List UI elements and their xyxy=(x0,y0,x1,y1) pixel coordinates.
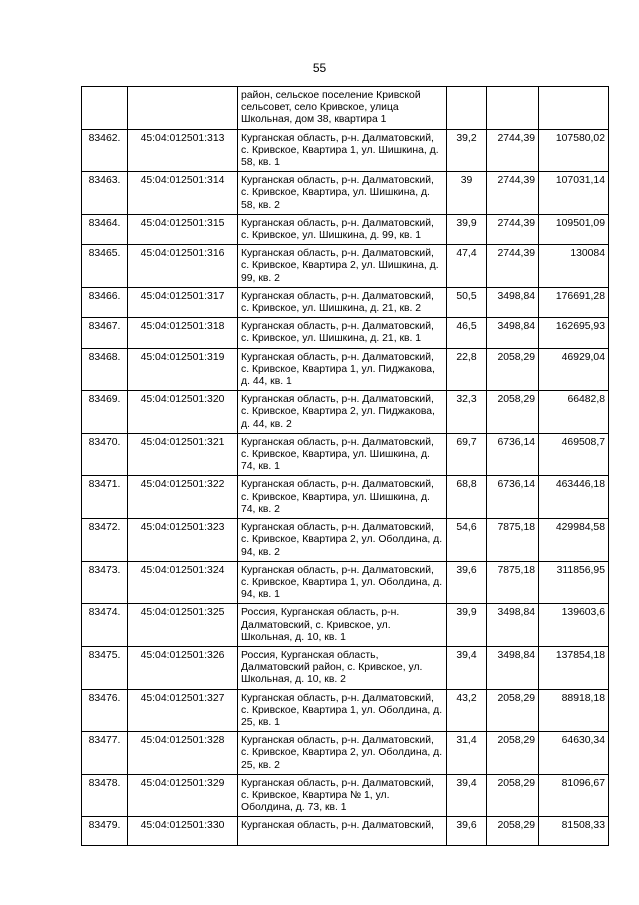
cost-cell: 311856,95 xyxy=(539,561,609,604)
table-row xyxy=(82,561,609,604)
area-cell: 39,4 xyxy=(447,646,487,689)
cost-cell: 137854,18 xyxy=(539,646,609,689)
area-cell: 22,8 xyxy=(447,348,487,391)
address-cell: Курганская область, р-н. Далматовский, с. Кривское, ул. Шишкина, д. 21, кв. 2 xyxy=(238,287,447,317)
price-cell: 3498,84 xyxy=(487,318,539,348)
area-cell: 39,6 xyxy=(447,817,487,846)
table-row xyxy=(82,433,609,476)
price-cell: 2744,39 xyxy=(487,214,539,244)
property-register-table xyxy=(81,86,609,846)
row-number-cell: 83471. xyxy=(82,476,128,519)
cost-cell: 46929,04 xyxy=(539,348,609,391)
price-cell xyxy=(487,87,539,130)
table-row xyxy=(82,391,609,434)
row-number-cell: 83469. xyxy=(82,391,128,434)
price-cell: 2744,39 xyxy=(487,245,539,288)
address-cell: Курганская область, р-н. Далматовский, с. Кривское, Квартира 2, ул. Оболдина, д. 25, кв. 2 xyxy=(238,732,447,775)
cost-cell: 81096,67 xyxy=(539,774,609,817)
cost-cell: 66482,8 xyxy=(539,391,609,434)
area-cell: 39,9 xyxy=(447,604,487,647)
area-cell: 39,2 xyxy=(447,129,487,172)
row-number-cell: 83467. xyxy=(82,318,128,348)
area-cell: 47,4 xyxy=(447,245,487,288)
cost-cell: 107580,02 xyxy=(539,129,609,172)
price-cell: 2058,29 xyxy=(487,348,539,391)
cost-cell: 463446,18 xyxy=(539,476,609,519)
cadastral-number-cell: 45:04:012501:322 xyxy=(128,476,238,519)
cost-cell: 81508,33 xyxy=(539,817,609,846)
row-number-cell xyxy=(82,87,128,130)
price-cell: 6736,14 xyxy=(487,476,539,519)
cadastral-number-cell: 45:04:012501:321 xyxy=(128,433,238,476)
area-cell: 69,7 xyxy=(447,433,487,476)
address-cell: Курганская область, р-н. Далматовский, с. Кривское, Квартира, ул. Шишкина, д. 74, кв. 1 xyxy=(238,433,447,476)
table-row xyxy=(82,519,609,562)
address-cell: Курганская область, р-н. Далматовский, с. Кривское, Квартира 1, ул. Оболдина, д. 25, кв. 1 xyxy=(238,689,447,732)
row-number-cell: 83468. xyxy=(82,348,128,391)
row-number-cell: 83473. xyxy=(82,561,128,604)
address-cell: Курганская область, р-н. Далматовский, с. Кривское, Квартира 2, ул. Оболдина, д. 94, кв. 2 xyxy=(238,519,447,562)
table-row xyxy=(82,774,609,817)
cadastral-number-cell: 45:04:012501:328 xyxy=(128,732,238,775)
cost-cell: 107031,14 xyxy=(539,172,609,215)
price-cell: 3498,84 xyxy=(487,646,539,689)
cadastral-number-cell: 45:04:012501:320 xyxy=(128,391,238,434)
cadastral-number-cell: 45:04:012501:313 xyxy=(128,129,238,172)
row-number-cell: 83464. xyxy=(82,214,128,244)
address-cell: Россия, Курганская область, р-н. Далматовский, с. Кривское, ул. Школьная, д. 10, кв. 1 xyxy=(238,604,447,647)
cadastral-number-cell: 45:04:012501:318 xyxy=(128,318,238,348)
price-cell: 2058,29 xyxy=(487,774,539,817)
price-cell: 2058,29 xyxy=(487,391,539,434)
cost-cell: 130084 xyxy=(539,245,609,288)
page-number: 55 xyxy=(312,61,327,75)
address-cell: Россия, Курганская область, Далматовский район, с. Кривское, ул. Школьная, д. 10, кв. 2 xyxy=(238,646,447,689)
price-cell: 7875,18 xyxy=(487,519,539,562)
cost-cell xyxy=(539,87,609,130)
address-cell: Курганская область, р-н. Далматовский, с. Кривское, ул. Шишкина, д. 99, кв. 1 xyxy=(238,214,447,244)
address-cell: Курганская область, р-н. Далматовский, с. Кривское, ул. Шишкина, д. 21, кв. 1 xyxy=(238,318,447,348)
area-cell: 32,3 xyxy=(447,391,487,434)
address-cell: Курганская область, р-н. Далматовский, с. Кривское, Квартира 2, ул. Пиджакова, д. 44, кв. 2 xyxy=(238,391,447,434)
cadastral-number-cell: 45:04:012501:319 xyxy=(128,348,238,391)
address-cell: Курганская область, р-н. Далматовский, с. Кривское, Квартира 1, ул. Пиджакова, д. 44, кв. 1 xyxy=(238,348,447,391)
area-cell: 39,6 xyxy=(447,561,487,604)
cadastral-number-cell: 45:04:012501:325 xyxy=(128,604,238,647)
area-cell: 46,5 xyxy=(447,318,487,348)
price-cell: 2058,29 xyxy=(487,732,539,775)
price-cell: 3498,84 xyxy=(487,287,539,317)
row-number-cell: 83470. xyxy=(82,433,128,476)
row-number-cell: 83463. xyxy=(82,172,128,215)
cost-cell: 429984,58 xyxy=(539,519,609,562)
row-number-cell: 83474. xyxy=(82,604,128,647)
area-cell xyxy=(447,87,487,130)
table-row xyxy=(82,287,609,317)
cadastral-number-cell: 45:04:012501:314 xyxy=(128,172,238,215)
table-row xyxy=(82,604,609,647)
cadastral-number-cell: 45:04:012501:329 xyxy=(128,774,238,817)
cost-cell: 176691,28 xyxy=(539,287,609,317)
cadastral-number-cell: 45:04:012501:327 xyxy=(128,689,238,732)
area-cell: 54,6 xyxy=(447,519,487,562)
address-cell: Курганская область, р-н. Далматовский, с. Кривское, Квартира, ул. Шишкина, д. 58, кв. 2 xyxy=(238,172,447,215)
table-row xyxy=(82,318,609,348)
row-number-cell: 83476. xyxy=(82,689,128,732)
address-cell: Курганская область, р-н. Далматовский, с. Кривское, Квартира 2, ул. Шишкина, д. 99, кв. 2 xyxy=(238,245,447,288)
table-row xyxy=(82,817,609,846)
table-body xyxy=(82,87,609,846)
price-cell: 6736,14 xyxy=(487,433,539,476)
area-cell: 39,9 xyxy=(447,214,487,244)
row-number-cell: 83465. xyxy=(82,245,128,288)
cost-cell: 109501,09 xyxy=(539,214,609,244)
row-number-cell: 83479. xyxy=(82,817,128,846)
row-number-cell: 83478. xyxy=(82,774,128,817)
table-row-continuation xyxy=(82,87,609,130)
cadastral-number-cell: 45:04:012501:324 xyxy=(128,561,238,604)
area-cell: 39 xyxy=(447,172,487,215)
price-cell: 2744,39 xyxy=(487,129,539,172)
price-cell: 7875,18 xyxy=(487,561,539,604)
row-number-cell: 83475. xyxy=(82,646,128,689)
price-cell: 2744,39 xyxy=(487,172,539,215)
area-cell: 50,5 xyxy=(447,287,487,317)
cost-cell: 139603,6 xyxy=(539,604,609,647)
cost-cell: 64630,34 xyxy=(539,732,609,775)
table-row xyxy=(82,129,609,172)
table-row xyxy=(82,476,609,519)
cadastral-number-cell: 45:04:012501:317 xyxy=(128,287,238,317)
cadastral-number-cell: 45:04:012501:316 xyxy=(128,245,238,288)
table-row xyxy=(82,245,609,288)
table-row xyxy=(82,172,609,215)
table-row xyxy=(82,214,609,244)
row-number-cell: 83472. xyxy=(82,519,128,562)
price-cell: 3498,84 xyxy=(487,604,539,647)
area-cell: 68,8 xyxy=(447,476,487,519)
cost-cell: 88918,18 xyxy=(539,689,609,732)
address-cell: Курганская область, р-н. Далматовский, с. Кривское, Квартира № 1, ул. Оболдина, д. 73, кв. 1 xyxy=(238,774,447,817)
price-cell: 2058,29 xyxy=(487,817,539,846)
address-cell: Курганская область, р-н. Далматовский, с. Кривское, Квартира 1, ул. Шишкина, д. 58, кв. 1 xyxy=(238,129,447,172)
cadastral-number-cell: 45:04:012501:330 xyxy=(128,817,238,846)
address-cell: Курганская область, р-н. Далматовский, с. Кривское, Квартира 1, ул. Оболдина, д. 94, кв. 1 xyxy=(238,561,447,604)
price-cell: 2058,29 xyxy=(487,689,539,732)
cadastral-number-cell: 45:04:012501:315 xyxy=(128,214,238,244)
address-cell: Курганская область, р-н. Далматовский, с. Кривское, Квартира, ул. Шишкина, д. 74, кв. 2 xyxy=(238,476,447,519)
cost-cell: 162695,93 xyxy=(539,318,609,348)
area-cell: 39,4 xyxy=(447,774,487,817)
table-row xyxy=(82,732,609,775)
address-cell: район, сельское поселение Кривской сельсовет, село Кривское, улица Школьная, дом 38, квартира 1 xyxy=(238,87,447,130)
cadastral-number-cell: 45:04:012501:323 xyxy=(128,519,238,562)
row-number-cell: 83466. xyxy=(82,287,128,317)
row-number-cell: 83462. xyxy=(82,129,128,172)
cadastral-number-cell xyxy=(128,87,238,130)
address-cell: Курганская область, р-н. Далматовский, xyxy=(238,817,447,846)
area-cell: 31,4 xyxy=(447,732,487,775)
cost-cell: 469508,7 xyxy=(539,433,609,476)
table-row xyxy=(82,689,609,732)
table-row xyxy=(82,646,609,689)
area-cell: 43,2 xyxy=(447,689,487,732)
table-row xyxy=(82,348,609,391)
row-number-cell: 83477. xyxy=(82,732,128,775)
cadastral-number-cell: 45:04:012501:326 xyxy=(128,646,238,689)
